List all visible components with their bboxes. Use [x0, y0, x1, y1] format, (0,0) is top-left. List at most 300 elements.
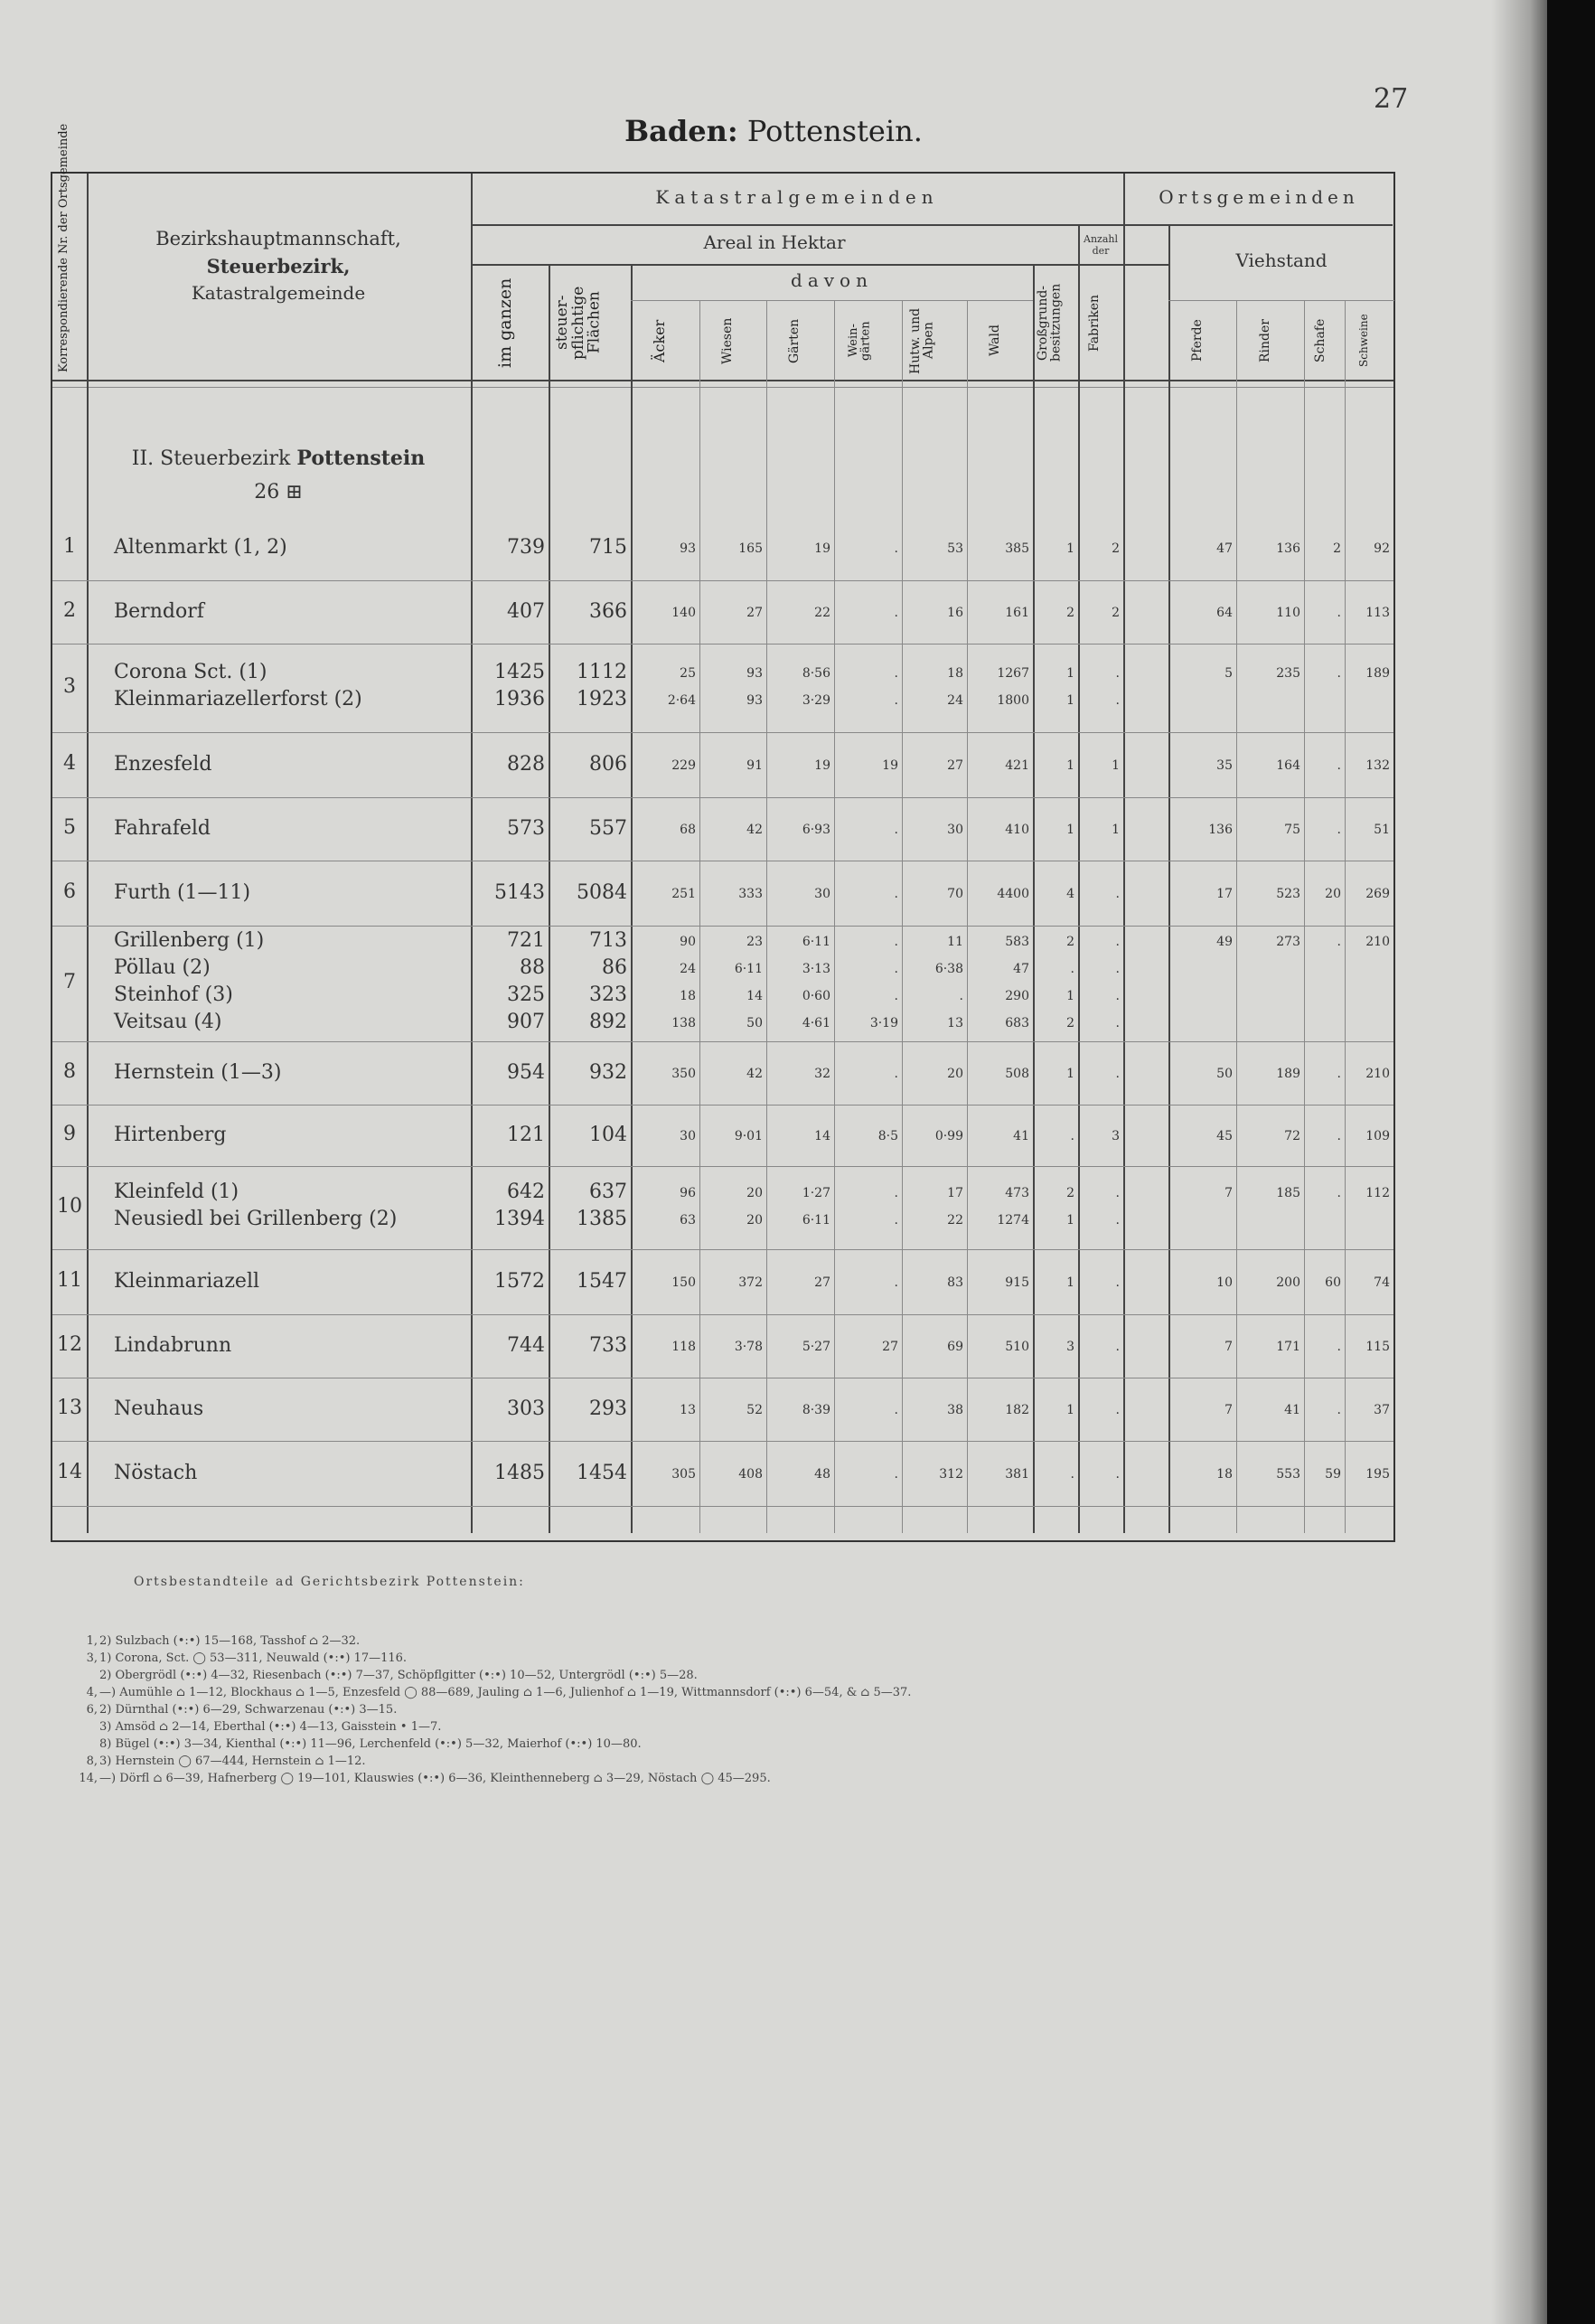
cell-rinder: 235 — [1276, 666, 1300, 681]
cell-wein: . — [894, 693, 898, 708]
cell-wiesen: 93 — [746, 693, 763, 708]
cell-gross: 2 — [1066, 1016, 1074, 1030]
cell-steuer: 1923 — [577, 688, 627, 710]
cell-steuer: 892 — [589, 1011, 627, 1033]
cell-ganzen: 573 — [507, 817, 545, 840]
row-separator — [52, 732, 1393, 733]
cell-wein: 8·5 — [877, 1129, 898, 1143]
cell-steuer: 806 — [589, 753, 627, 776]
cell-hutw: 27 — [947, 758, 963, 773]
cell-hutw: 0·99 — [934, 1129, 963, 1143]
cell-gaerten: 32 — [814, 1067, 830, 1081]
cell-schafe: 60 — [1325, 1275, 1341, 1290]
row-name: Pöllau (2) — [114, 956, 211, 979]
cell-ganzen: 407 — [507, 600, 545, 623]
cell-wiesen: 20 — [746, 1186, 763, 1200]
cell-gaerten: 22 — [814, 606, 830, 620]
cell-aecker: 63 — [680, 1213, 696, 1228]
header-name-2: Steuerbezirk, — [206, 255, 351, 278]
cell-pferde: 64 — [1216, 606, 1233, 620]
cell-wald: 508 — [1005, 1067, 1029, 1081]
cell-steuer: 1112 — [577, 661, 627, 683]
cell-gross: 1 — [1066, 1213, 1074, 1228]
cell-rinder: 185 — [1276, 1186, 1300, 1200]
row-number: 9 — [63, 1123, 76, 1145]
cell-fab: . — [1115, 1186, 1120, 1200]
cell-ganzen: 1394 — [494, 1208, 545, 1230]
cell-fab: . — [1115, 1340, 1120, 1354]
section-title-name: Pottenstein — [296, 447, 426, 470]
footnote-text: 3) Hernstein ◯ 67—444, Hernstein ⌂ 1—12. — [99, 1755, 366, 1768]
cell-gaerten: 5·27 — [802, 1340, 830, 1354]
cell-ganzen: 744 — [507, 1334, 545, 1357]
cell-aecker: 30 — [680, 1129, 696, 1143]
row-name: Nöstach — [114, 1462, 198, 1484]
row-name: Fahrafeld — [114, 817, 211, 840]
cell-rinder: 189 — [1276, 1067, 1300, 1081]
row-separator — [52, 1105, 1393, 1106]
cell-wiesen: 14 — [746, 989, 763, 1003]
cell-hutw: . — [959, 989, 963, 1003]
cell-wald: 510 — [1005, 1340, 1029, 1354]
header-areal: Areal in Hektar — [703, 231, 846, 253]
cell-gaerten: 48 — [814, 1467, 830, 1482]
cell-hutw: 83 — [947, 1275, 963, 1290]
cell-gross: 1 — [1066, 823, 1074, 837]
cell-wiesen: 20 — [746, 1213, 763, 1228]
cell-wiesen: 91 — [746, 758, 763, 773]
footnote-ref: 14, — [79, 1772, 98, 1785]
row-number: 7 — [63, 971, 76, 993]
cell-wald: 683 — [1005, 1016, 1029, 1030]
row-name: Neusiedl bei Grillenberg (2) — [114, 1208, 398, 1230]
header-anzahl: Anzahl der — [1084, 233, 1118, 257]
header-schafe: Schafe — [1313, 318, 1328, 363]
cell-aecker: 93 — [680, 541, 696, 556]
cell-gross: 2 — [1066, 935, 1074, 949]
cell-wein: . — [894, 823, 898, 837]
cell-gaerten: 14 — [814, 1129, 830, 1143]
cell-ganzen: 1425 — [494, 661, 545, 683]
cell-fab: 2 — [1112, 541, 1120, 556]
cell-hutw: 20 — [947, 1067, 963, 1081]
row-separator — [52, 1314, 1393, 1315]
cell-schweine: 269 — [1365, 887, 1390, 901]
footnote-ref: 3, — [86, 1651, 98, 1665]
cell-pferde: 18 — [1216, 1467, 1233, 1482]
header-davon: davon — [791, 269, 873, 291]
cell-fab: . — [1115, 887, 1120, 901]
cell-fab: . — [1115, 1403, 1120, 1417]
row-separator — [52, 797, 1393, 798]
cell-hutw: 6·38 — [934, 962, 963, 976]
row-separator — [52, 1441, 1393, 1442]
cell-aecker: 24 — [680, 962, 696, 976]
cell-steuer: 366 — [589, 600, 627, 623]
cell-hutw: 18 — [947, 666, 963, 681]
cell-schweine: 189 — [1365, 666, 1390, 681]
cell-gross: 2 — [1066, 606, 1074, 620]
footnote-text: 2) Dürnthal (•:•) 6—29, Schwarzenau (•:•) 3—15. — [99, 1703, 398, 1717]
header-name-3: Katastralgemeinde — [191, 282, 366, 304]
cell-rinder: 200 — [1276, 1275, 1300, 1290]
cell-schafe: . — [1337, 606, 1341, 620]
cell-schweine: 92 — [1374, 541, 1390, 556]
cell-gaerten: 8·56 — [802, 666, 830, 681]
header-viehstand: Viehstand — [1235, 249, 1328, 271]
cell-hutw: 70 — [947, 887, 963, 901]
header-fabriken: Fabriken — [1087, 294, 1102, 352]
cell-schweine: 132 — [1365, 758, 1390, 773]
cell-hutw: 312 — [939, 1467, 963, 1482]
cell-steuer: 5084 — [577, 881, 627, 904]
page-heading — [0, 114, 1547, 148]
cell-hutw: 38 — [947, 1403, 963, 1417]
cell-gaerten: 6·93 — [802, 823, 830, 837]
cell-schafe: 2 — [1333, 541, 1341, 556]
cell-gaerten: 27 — [814, 1275, 830, 1290]
cell-gross: . — [1070, 1129, 1074, 1143]
cell-aecker: 90 — [680, 935, 696, 949]
cell-ganzen: 828 — [507, 753, 545, 776]
cell-wiesen: 27 — [746, 606, 763, 620]
cell-steuer: 557 — [589, 817, 627, 840]
cell-wein: . — [894, 1213, 898, 1228]
cell-hutw: 69 — [947, 1340, 963, 1354]
cell-steuer: 86 — [602, 956, 627, 979]
cell-gaerten: 19 — [814, 541, 830, 556]
header-nr: Korrespondierende Nr. der Ortsgemeinde — [57, 123, 70, 372]
cell-gaerten: 19 — [814, 758, 830, 773]
section-title-prefix: II. Steuerbezirk — [131, 447, 291, 470]
heading-region: Baden: — [624, 114, 738, 148]
cell-wiesen: 372 — [738, 1275, 763, 1290]
header-gross: Großgrund-besitzungen — [1036, 283, 1064, 362]
footnote-text: 2) Sulzbach (•:•) 15—168, Tasshof ⌂ 2—32. — [99, 1634, 361, 1648]
cell-steuer: 733 — [589, 1334, 627, 1357]
cell-wiesen: 3·78 — [734, 1340, 763, 1354]
cell-gaerten: 4·61 — [802, 1016, 830, 1030]
row-name: Neuhaus — [114, 1397, 204, 1420]
header-gaerten: Gärten — [787, 318, 802, 363]
cell-fab: . — [1115, 935, 1120, 949]
page-number: 27 — [1374, 83, 1409, 115]
row-name: Altenmarkt (1, 2) — [114, 536, 287, 559]
cell-wald: 583 — [1005, 935, 1029, 949]
cell-wein: . — [894, 541, 898, 556]
cell-fab: . — [1115, 1275, 1120, 1290]
cell-steuer: 1454 — [577, 1462, 627, 1484]
row-number: 10 — [57, 1195, 82, 1218]
cell-aecker: 2·64 — [667, 693, 696, 708]
cell-ganzen: 954 — [507, 1061, 545, 1084]
cell-schweine: 51 — [1374, 823, 1390, 837]
cell-wiesen: 333 — [738, 887, 763, 901]
cell-gross: 1 — [1066, 989, 1074, 1003]
row-name: Grillenberg (1) — [114, 929, 265, 952]
cell-gross: 1 — [1066, 1403, 1074, 1417]
footnote-text: 1) Corona, Sct. ◯ 53—311, Neuwald (•:•) 17—116. — [99, 1651, 408, 1665]
cell-gross: 1 — [1066, 693, 1074, 708]
davon-line — [471, 264, 1168, 266]
section-subtitle: 26 ⊞ — [254, 481, 303, 503]
row-number: 12 — [57, 1333, 82, 1356]
cell-steuer: 1547 — [577, 1270, 627, 1293]
cell-wein: . — [894, 1467, 898, 1482]
row-name: Veitsau (4) — [114, 1011, 222, 1033]
cell-fab: . — [1115, 666, 1120, 681]
cell-schafe: . — [1337, 1067, 1341, 1081]
row-number: 14 — [57, 1461, 82, 1483]
cell-schafe: . — [1337, 935, 1341, 949]
cell-wein: . — [894, 962, 898, 976]
cell-wiesen: 42 — [746, 1067, 763, 1081]
cell-fab: 1 — [1112, 823, 1120, 837]
cell-hutw: 13 — [947, 1016, 963, 1030]
cell-schweine: 113 — [1365, 606, 1390, 620]
cell-wald: 915 — [1005, 1275, 1029, 1290]
row-separator — [52, 1166, 1393, 1167]
footnote-ref: 4, — [86, 1686, 98, 1699]
cell-wald: 473 — [1005, 1186, 1029, 1200]
cell-wald: 290 — [1005, 989, 1029, 1003]
cell-gross: 4 — [1066, 887, 1074, 901]
cell-ganzen: 1572 — [494, 1270, 545, 1293]
cell-wiesen: 165 — [738, 541, 763, 556]
cell-wein: 27 — [882, 1340, 898, 1354]
cell-pferde: 7 — [1224, 1403, 1233, 1417]
cell-ganzen: 1936 — [494, 688, 545, 710]
cell-rinder: 110 — [1276, 606, 1300, 620]
row-number: 3 — [63, 675, 76, 698]
cell-wald: 182 — [1005, 1403, 1029, 1417]
cell-ganzen: 907 — [507, 1011, 545, 1033]
header-rinder: Rinder — [1258, 319, 1272, 362]
cell-gross: 1 — [1066, 758, 1074, 773]
cell-aecker: 13 — [680, 1403, 696, 1417]
cell-hutw: 16 — [947, 606, 963, 620]
cell-gross: 3 — [1066, 1340, 1074, 1354]
cell-pferde: 136 — [1208, 823, 1233, 837]
cell-wein: . — [894, 1067, 898, 1081]
cell-schafe: . — [1337, 1186, 1341, 1200]
cell-wald: 410 — [1005, 823, 1029, 837]
row-name: Steinhof (3) — [114, 983, 233, 1006]
header-schweine: Schweine — [1357, 314, 1370, 368]
header-steuer: steuer-pflichtige Flächen — [553, 286, 604, 360]
cell-gaerten: 6·11 — [802, 935, 830, 949]
cell-pferde: 5 — [1224, 666, 1233, 681]
row-name: Corona Sct. (1) — [114, 661, 267, 683]
cell-rinder: 41 — [1284, 1403, 1300, 1417]
cell-gaerten: 0·60 — [802, 989, 830, 1003]
cell-pferde: 50 — [1216, 1067, 1233, 1081]
footnote-text: 2) Obergrödl (•:•) 4—32, Riesenbach (•:•) 7—37, Schöpflgitter (•:•) 10—52, Untergrödl (•:•) 5—28. — [99, 1669, 698, 1682]
cell-rinder: 72 — [1284, 1129, 1300, 1143]
cell-wald: 385 — [1005, 541, 1029, 556]
cell-aecker: 18 — [680, 989, 696, 1003]
cell-aecker: 138 — [671, 1016, 696, 1030]
cell-fab: 3 — [1112, 1129, 1120, 1143]
cell-wein: . — [894, 1275, 898, 1290]
cell-ganzen: 121 — [507, 1124, 545, 1146]
cell-wiesen: 408 — [738, 1467, 763, 1482]
cell-wald: 1267 — [997, 666, 1029, 681]
cell-rinder: 164 — [1276, 758, 1300, 773]
footnote-text: 8) Bügel (•:•) 3—34, Kienthal (•:•) 11—96, Lerchenfeld (•:•) 5—32, Maierhof (•:•) 10—80. — [99, 1737, 642, 1751]
cell-rinder: 136 — [1276, 541, 1300, 556]
row-number: 11 — [57, 1269, 82, 1292]
row-separator — [52, 580, 1393, 581]
cell-schafe: . — [1337, 1340, 1341, 1354]
cell-ganzen: 1485 — [494, 1462, 545, 1484]
cell-steuer: 637 — [589, 1181, 627, 1203]
row-number: 6 — [63, 880, 76, 903]
cell-ganzen: 642 — [507, 1181, 545, 1203]
cell-gross: . — [1070, 962, 1074, 976]
cell-steuer: 323 — [589, 983, 627, 1006]
cell-schafe: 20 — [1325, 887, 1341, 901]
footnote-ref: 8, — [86, 1755, 98, 1768]
header-weingaerten: Wein-gärten — [847, 321, 873, 361]
cell-schweine: 109 — [1365, 1129, 1390, 1143]
cell-schweine: 195 — [1365, 1467, 1390, 1482]
row-name: Kleinmariazellerforst (2) — [114, 688, 362, 710]
cell-aecker: 251 — [671, 887, 696, 901]
row-separator — [52, 1506, 1393, 1507]
cell-pferde: 7 — [1224, 1186, 1233, 1200]
footnote-text: —) Aumühle ⌂ 1—12, Blockhaus ⌂ 1—5, Enzesfeld ◯ 88—689, Jauling ⌂ 1—6, Julienhof ⌂ 1—19, Wittmannsdorf (•:•) 6—54, & ⌂ 5—37. — [99, 1686, 912, 1699]
cell-wald: 161 — [1005, 606, 1029, 620]
cell-schweine: 112 — [1365, 1186, 1390, 1200]
row-number: 4 — [63, 752, 76, 775]
cell-steuer: 715 — [589, 536, 627, 559]
cell-fab: 1 — [1112, 758, 1120, 773]
cell-gross: 1 — [1066, 666, 1074, 681]
row-number: 5 — [63, 816, 76, 839]
footnote-text: 3) Amsöd ⌂ 2—14, Eberthal (•:•) 4—13, Gaisstein • 1—7. — [99, 1720, 442, 1734]
cell-wiesen: 9·01 — [734, 1129, 763, 1143]
cell-wiesen: 52 — [746, 1403, 763, 1417]
cell-fab: 2 — [1112, 606, 1120, 620]
cell-gaerten: 1·27 — [802, 1186, 830, 1200]
footnote-ref: 6, — [86, 1703, 98, 1717]
cell-hutw: 17 — [947, 1186, 963, 1200]
row-name: Hirtenberg — [114, 1124, 227, 1146]
cell-wald: 381 — [1005, 1467, 1029, 1482]
cell-gross: 1 — [1066, 1275, 1074, 1290]
cell-schafe: . — [1337, 1403, 1341, 1417]
cell-schafe: . — [1337, 758, 1341, 773]
cell-gross: 2 — [1066, 1186, 1074, 1200]
cell-steuer: 1385 — [577, 1208, 627, 1230]
cell-wiesen: 93 — [746, 666, 763, 681]
cell-wein: 3·19 — [869, 1016, 898, 1030]
footnote-ref: 1, — [86, 1634, 98, 1648]
page-edge-shadow — [1491, 0, 1547, 2324]
header-hutw: Hutw. und Alpen — [908, 307, 936, 374]
cell-steuer: 713 — [589, 929, 627, 952]
heading-place: Pottenstein. — [746, 114, 923, 148]
cell-hutw: 11 — [947, 935, 963, 949]
footnote-text: —) Dörfl ⌂ 6—39, Hafnerberg ◯ 19—101, Klauswies (•:•) 6—36, Kleinthenneberg ⌂ 3—29, Nöstach ◯ 45—295. — [99, 1772, 771, 1785]
cell-wiesen: 23 — [746, 935, 763, 949]
cell-aecker: 68 — [680, 823, 696, 837]
cell-ganzen: 739 — [507, 536, 545, 559]
cell-rinder: 273 — [1276, 935, 1300, 949]
cell-hutw: 53 — [947, 541, 963, 556]
cell-pferde: 45 — [1216, 1129, 1233, 1143]
cell-ganzen: 5143 — [494, 881, 545, 904]
row-number: 2 — [63, 599, 76, 622]
cell-wein: . — [894, 666, 898, 681]
row-separator — [52, 644, 1393, 645]
cell-wald: 1274 — [997, 1213, 1029, 1228]
footnote-title: Ortsbestandteile ad Gerichtsbezirk Pottenstein: — [134, 1575, 525, 1589]
cell-fab: . — [1115, 989, 1120, 1003]
cell-pferde: 47 — [1216, 541, 1233, 556]
cell-fab: . — [1115, 1467, 1120, 1482]
cell-wein: . — [894, 935, 898, 949]
row-name: Kleinmariazell — [114, 1270, 260, 1293]
row-separator — [52, 1249, 1393, 1250]
cell-gaerten: 8·39 — [802, 1403, 830, 1417]
cell-gross: 1 — [1066, 1067, 1074, 1081]
cell-steuer: 932 — [589, 1061, 627, 1084]
header-wald: Wald — [988, 325, 1002, 357]
row-number: 13 — [57, 1397, 82, 1419]
cell-ganzen: 325 — [507, 983, 545, 1006]
cell-wald: 41 — [1013, 1129, 1029, 1143]
cell-hutw: 24 — [947, 693, 963, 708]
row-name: Enzesfeld — [114, 753, 212, 776]
cell-aecker: 229 — [671, 758, 696, 773]
cell-schafe: . — [1337, 666, 1341, 681]
cell-rinder: 171 — [1276, 1340, 1300, 1354]
row-name: Lindabrunn — [114, 1334, 232, 1357]
cell-ganzen: 88 — [520, 956, 545, 979]
cell-wein: . — [894, 606, 898, 620]
cell-schweine: 74 — [1374, 1275, 1390, 1290]
header-aecker: Äcker — [651, 319, 668, 362]
cell-aecker: 96 — [680, 1186, 696, 1200]
cell-schweine: 210 — [1365, 935, 1390, 949]
cell-aecker: 140 — [671, 606, 696, 620]
header-katastral: Katastralgemeinden — [655, 186, 939, 208]
cell-gaerten: 3·13 — [802, 962, 830, 976]
cell-rinder: 523 — [1276, 887, 1300, 901]
cell-steuer: 293 — [589, 1397, 627, 1420]
cell-hutw: 22 — [947, 1213, 963, 1228]
cell-aecker: 305 — [671, 1467, 696, 1482]
cell-gaerten: 6·11 — [802, 1213, 830, 1228]
cell-pferde: 35 — [1216, 758, 1233, 773]
cell-wald: 1800 — [997, 693, 1029, 708]
cell-schweine: 115 — [1365, 1340, 1390, 1354]
cell-steuer: 104 — [589, 1124, 627, 1146]
section-title — [89, 447, 468, 470]
cell-wiesen: 42 — [746, 823, 763, 837]
cell-fab: . — [1115, 693, 1120, 708]
cell-wald: 4400 — [997, 887, 1029, 901]
cell-wiesen: 50 — [746, 1016, 763, 1030]
cell-rinder: 75 — [1284, 823, 1300, 837]
row-number: 8 — [63, 1060, 76, 1083]
header-orts: Ortsgemeinden — [1159, 186, 1359, 208]
cell-aecker: 150 — [671, 1275, 696, 1290]
cell-wein: . — [894, 887, 898, 901]
cell-ganzen: 721 — [507, 929, 545, 952]
